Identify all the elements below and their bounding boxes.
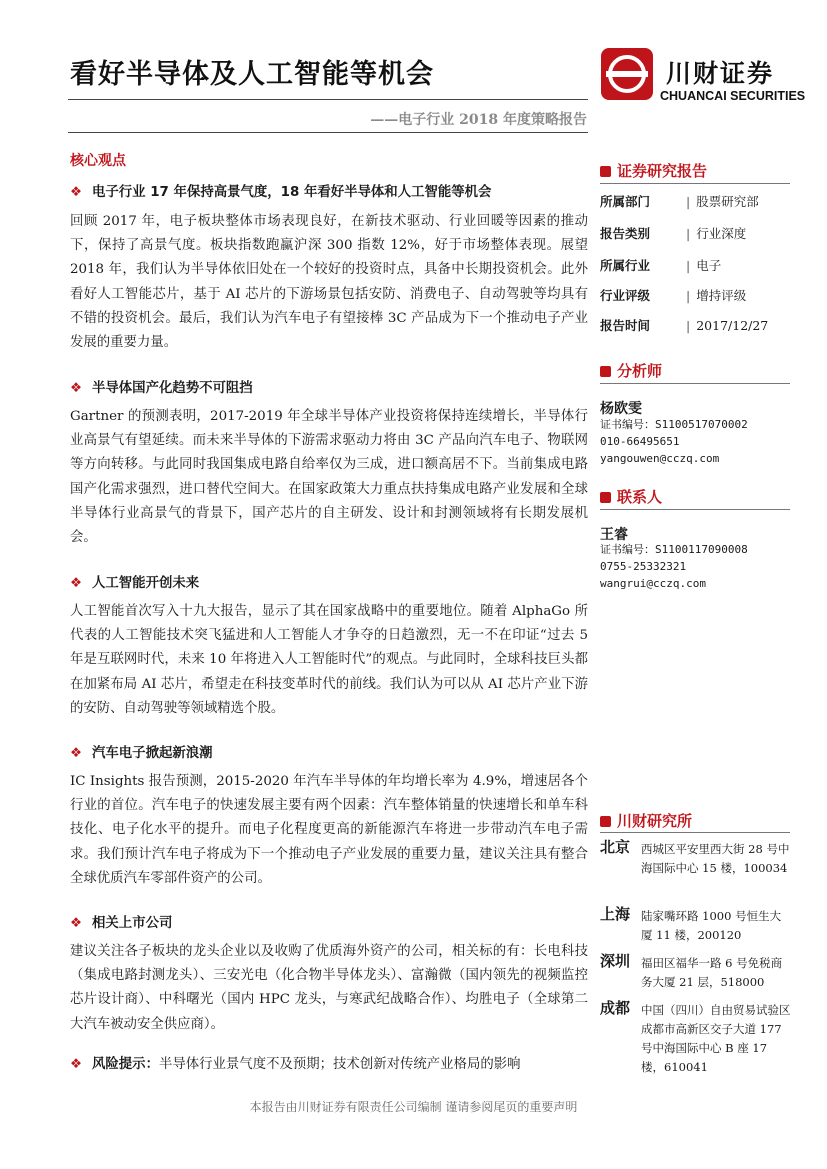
meta-row-category: 报告类别 | 行业深度 xyxy=(600,226,747,241)
sidebar-analyst-heading: 分析师 xyxy=(600,360,662,381)
meta-row-rating: 行业评级 | 增持评级 xyxy=(600,288,747,303)
section-bullet-2: ❖ 半导体国产化趋势不可阻挡 xyxy=(70,381,253,396)
section-body-1: 回顾 2017 年，电子板块整体市场表现良好，在新技术驱动、行业回暖等因素的推动下，保持了高景气度。板块指数跑赢沪深 300 指数 12%，好于市场整体表现。展望 2018 年，我们认为半导体依旧处在一个较好的投资时点，具备中长期投资机会。此外看好人工智能芯片，基于 AI 芯片的下游场景包括安防、消费电子、自动驾驶等均具有不错的投资机会。最后，我们认为汽车电子有望接棒 3C 产品成为下一个推动电子产业发展的重要力量。 xyxy=(70,214,588,351)
page-footer: 本报告由川财证券有限责任公司编制 谨请参阅尾页的重要声明 xyxy=(249,1100,578,1114)
section-body-3: 人工智能首次写入十九大报告，显示了其在国家战略中的重要地位。随着 AlphaGo 所代表的人工智能技术突飞猛进和人工智能人才争夺的日趋激烈，无一不在印证“过去 5 年是互联网时代，未来 10 年将进入人工智能时代”的观点。与此同时，全球科技巨头都在加紧布局 AI 芯片，希望走在科技变革时代的前线。我们认为可以从 AI 芯片产业下游的安防、自动驾驶等领域精选个股。 xyxy=(70,604,588,716)
section-body-5: 建议关注各子板块的龙头企业以及收购了优质海外资产的公司，相关标的有：长电科技（集成电路封测龙头）、三安光电（化合物半导体龙头）、富瀚微（国内领先的视频监控芯片设计商）、中科曙光（国内 HPC 龙头，与寒武纪战略合作）、均胜电子（全球第二大汽车被动安全供应商）。 xyxy=(70,944,588,1032)
square-marker-icon xyxy=(600,166,611,177)
risk-text: 半导体行业景气度不及预期；技术创新对传统产业格局的影响 xyxy=(158,1057,521,1072)
diamond-bullet-icon: ❖ xyxy=(70,576,83,591)
risk-note xyxy=(70,1053,521,1072)
contact-name: 王睿 xyxy=(600,527,628,543)
sidebar-institute-heading: 川财研究所 xyxy=(600,810,692,831)
diamond-bullet-icon: ❖ xyxy=(70,746,83,761)
section-bullet-5: ❖ 相关上市公司 xyxy=(70,916,173,931)
office-address: 陆家嘴环路 1000 号恒生大厦 11 楼，200120 xyxy=(641,909,782,942)
meta-row-department: 所属部门 | 股票研究部 xyxy=(600,194,759,209)
diamond-bullet-icon: ❖ xyxy=(70,185,83,200)
sidebar-divider xyxy=(600,383,790,384)
sidebar-contact-heading: 联系人 xyxy=(600,486,662,507)
logo-text-en: CHUANCAI SECURITIES xyxy=(660,89,806,103)
diamond-bullet-icon: ❖ xyxy=(70,381,83,396)
contact-info: 证书编号：S1100117090008 0755-25332321 wangrui@cczq.com xyxy=(600,543,748,590)
sidebar-divider xyxy=(600,183,790,184)
office-address: 西城区平安里西大街 28 号中海国际中心 15 楼，100034 xyxy=(641,842,790,875)
square-marker-icon xyxy=(600,816,611,827)
section-body-4: IC Insights 报告预测，2015-2020 年汽车半导体的年均增长率为 4.9%，增速居各个行业的首位。汽车电子的快速发展主要有两个因素：汽车整体销量的快速增长和单车科技化、电子化水平的提升。而电子化程度更高的新能源汽车将进一步带动汽车电子需求。我们预计汽车电子将成为下一个推动电子产业发展的重要力量，建议关注具有整合全球优质汽车零部件资产的公司。 xyxy=(70,774,588,886)
subtitle-divider xyxy=(68,132,588,133)
title-divider xyxy=(68,99,588,100)
section-bullet-3: ❖ 人工智能开创未来 xyxy=(70,576,200,591)
sidebar-divider xyxy=(600,832,790,833)
section-bullet-4: ❖ 汽车电子掀起新浪潮 xyxy=(70,746,213,761)
meta-row-industry: 所属行业 | 电子 xyxy=(600,258,722,273)
report-subtitle: ——电子行业 2018 年度策略报告 xyxy=(370,112,587,128)
diamond-bullet-icon: ❖ xyxy=(70,916,83,931)
office-city: 成都 xyxy=(600,999,631,1017)
core-view-heading: 核心观点 xyxy=(70,153,126,169)
report-title: 看好半导体及人工智能等机会 xyxy=(70,59,434,90)
section-body-2: Gartner 的预测表明，2017-2019 年全球半导体产业投资将保持连续增长，半导体行业高景气有望延续。而未来半导体的下游需求驱动力将由 3C 产品向汽车电子、物联网等方向转移。与此同时我国集成电路自给率仅为三成，进口额高居不下。当前集成电路国产化需求强烈，进口替代空间大。在国家政策大力重点扶持集成电路产业发展和全球半导体行业高景气的背景下，国产芯片的自主研发、设计和封测领域将有长期发展机会。 xyxy=(70,409,588,546)
office-city: 深圳 xyxy=(600,952,631,970)
square-marker-icon xyxy=(600,492,611,503)
office-city: 北京 xyxy=(600,838,631,856)
sidebar-report-heading: 证券研究报告 xyxy=(600,160,707,181)
analyst-name: 杨欧雯 xyxy=(600,401,642,417)
chuancai-logo-icon xyxy=(600,47,654,101)
office-address: 中国（四川）自由贸易试验区成都市高新区交子大道 177 号中海国际中心 B 座 17 楼，610041 xyxy=(641,1003,791,1074)
diamond-bullet-icon: ❖ xyxy=(70,1057,83,1072)
risk-label: 风险提示： xyxy=(92,1057,159,1072)
logo-text-cn: 川财证券 xyxy=(666,59,775,88)
office-city: 上海 xyxy=(600,905,631,923)
square-marker-icon xyxy=(600,366,611,377)
sidebar-divider xyxy=(600,509,790,510)
office-address: 福田区福华一路 6 号免税商务大厦 21 层，518000 xyxy=(641,956,783,989)
section-bullet-1: ❖ 电子行业 17 年保持高景气度，18 年看好半导体和人工智能等机会 xyxy=(70,185,492,200)
meta-row-date: 报告时间 | 2017/12/27 xyxy=(600,318,769,333)
analyst-info: 证书编号：S1100517070002 010-66495651 yangouwen@cczq.com xyxy=(600,418,748,465)
